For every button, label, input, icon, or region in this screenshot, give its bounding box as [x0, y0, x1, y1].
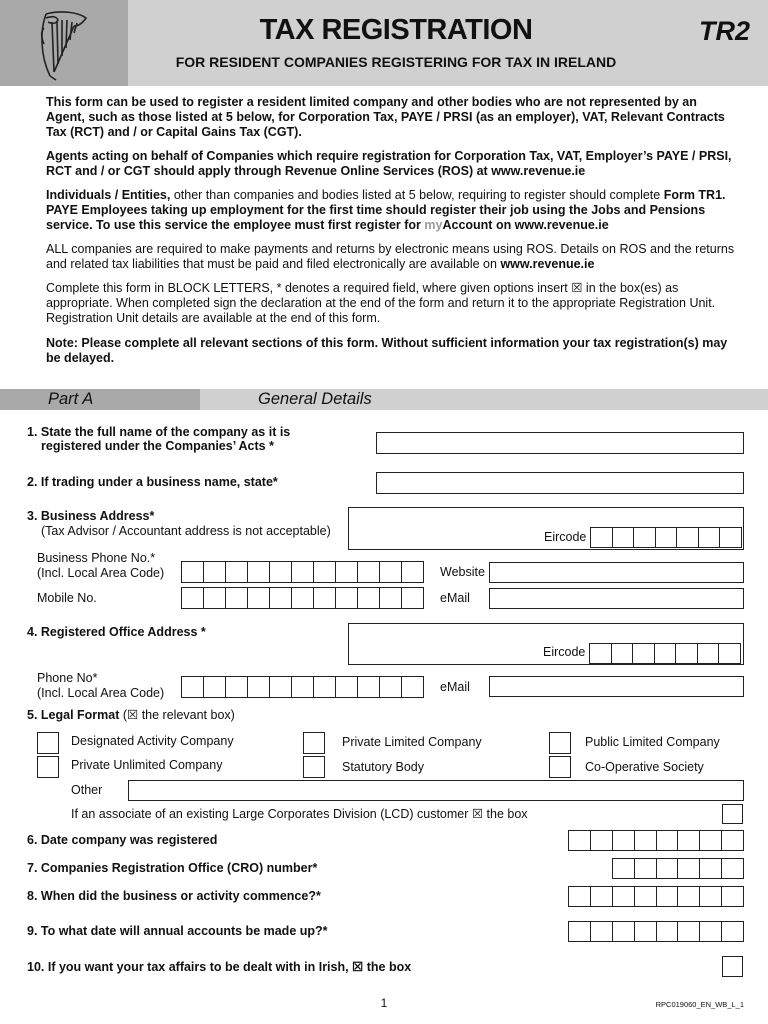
business-phone-label-line2: (Incl. Local Area Code): [37, 566, 165, 580]
business-email-input[interactable]: [489, 588, 744, 609]
q3-eircode-label: Eircode: [544, 530, 587, 544]
q5-label: [27, 708, 235, 723]
intro-p4-plain: ALL companies are required to make payments and returns by electronic means using ROS. Details on ROS and the returns and related tax liabilities that must be paid and filed electronically are available on: [46, 242, 735, 271]
q3-note: (Tax Advisor / Accountant address is not acceptable): [41, 524, 331, 538]
cro-number-input[interactable]: [612, 858, 744, 879]
q8-label: 8. When did the business or activity commence?*: [27, 889, 321, 903]
business-name-input[interactable]: [376, 472, 744, 494]
intro-p3-plain: other than companies and bodies listed at 5 below, requiring to register should complete: [170, 188, 664, 202]
intro-paragraph-2: Agents acting on behalf of Companies which require registration for Corporation Tax, VAT, Employer’s PAYE / PRSI, RCT and / or CGT should apply through Revenue Online Services (ROS) at www.revenue.ie: [46, 149, 732, 178]
intro-p3-bold3: . PAYE Employees taking up employment for the first time should register their job using the Jobs and Pensions service. To use this service the employee must first register for: [46, 188, 726, 232]
q7-label: 7. Companies Registration Office (CRO) number*: [27, 861, 318, 875]
intro-paragraph-4: [46, 242, 736, 272]
q4-eircode-label: Eircode: [543, 645, 586, 659]
option-designated-activity-company: Designated Activity Company: [71, 734, 234, 748]
q4-eircode-input[interactable]: [589, 643, 741, 664]
part-label: Part A: [48, 390, 94, 408]
website-label: Website: [440, 565, 485, 579]
form-subtitle: FOR RESIDENT COMPANIES REGISTERING FOR TAX IN IRELAND: [175, 54, 617, 70]
checkbox-co-operative-society[interactable]: [549, 756, 571, 778]
q10-label: 10. If you want your tax affairs to be dealt with in Irish, ☒ the box: [27, 960, 412, 974]
intro-p3-bold4: Account on www.revenue.ie: [442, 218, 609, 232]
other-label: Other: [71, 783, 103, 797]
part-title: General Details: [258, 390, 372, 408]
option-public-limited-company: Public Limited Company: [585, 735, 720, 749]
date-registered-input[interactable]: [568, 830, 744, 851]
q1-label: 1. State the full name of the company as it is: [27, 425, 291, 439]
website-input[interactable]: [489, 562, 744, 583]
intro-paragraph-3: [46, 188, 736, 233]
company-name-input[interactable]: [376, 432, 744, 454]
intro-p3-bold2: Form TR1: [663, 188, 723, 202]
checkbox-statutory-body[interactable]: [303, 756, 325, 778]
form-reference: RPC019060_EN_WB_L_1: [655, 1000, 744, 1009]
intro-p4-link: www.revenue.ie: [500, 257, 595, 271]
business-email-label: eMail: [440, 591, 470, 605]
phone-label: Phone No*: [37, 671, 98, 685]
business-phone-input[interactable]: [181, 561, 424, 583]
checkbox-lcd[interactable]: [722, 804, 743, 824]
checkbox-irish[interactable]: [722, 956, 743, 977]
q1-label-line2: registered under the Companies’ Acts *: [41, 439, 274, 453]
mobile-label: Mobile No.: [37, 591, 97, 605]
lcd-label: If an associate of an existing Large Corporates Division (LCD) customer ☒ the box: [71, 807, 528, 821]
q3-eircode-input[interactable]: [590, 527, 742, 548]
q5-title: 5. Legal Format: [27, 708, 120, 722]
other-input[interactable]: [128, 780, 744, 801]
phone-label-line2: (Incl. Local Area Code): [37, 686, 165, 700]
option-private-unlimited-company: Private Unlimited Company: [71, 758, 223, 772]
q4-label: 4. Registered Office Address *: [27, 625, 206, 639]
office-phone-input[interactable]: [181, 676, 424, 698]
q6-label: 6. Date company was registered: [27, 833, 218, 847]
q2-label: 2. If trading under a business name, state*: [27, 475, 278, 489]
checkbox-public-limited-company[interactable]: [549, 732, 571, 754]
checkbox-private-limited-company[interactable]: [303, 732, 325, 754]
checkbox-designated-activity-company[interactable]: [37, 732, 59, 754]
accounts-date-input[interactable]: [568, 921, 744, 942]
option-statutory-body: Statutory Body: [342, 760, 424, 774]
intro-p3-bold1: Individuals / Entities,: [46, 188, 171, 202]
intro-p3-grey: my: [424, 218, 443, 232]
q5-note: (☒ the relevant box): [119, 708, 235, 722]
mobile-input[interactable]: [181, 587, 424, 609]
page-number: 1: [380, 996, 388, 1010]
part-label-box: [0, 389, 200, 410]
business-phone-label: Business Phone No.*: [37, 551, 156, 565]
q9-label: 9. To what date will annual accounts be made up?*: [27, 924, 328, 938]
option-co-operative-society: Co-Operative Society: [585, 760, 704, 774]
form-code: TR2: [698, 16, 750, 46]
intro-note: Note: Please complete all relevant sections of this form. Without sufficient information your tax registration(s) may be delayed.: [46, 336, 728, 365]
checkbox-private-unlimited-company[interactable]: [37, 756, 59, 778]
office-email-label: eMail: [440, 680, 470, 694]
form-title: TAX REGISTRATION: [259, 14, 533, 46]
option-private-limited-company: Private Limited Company: [342, 735, 482, 749]
commence-date-input[interactable]: [568, 886, 744, 907]
office-email-input[interactable]: [489, 676, 744, 697]
intro-paragraph-5: Complete this form in BLOCK LETTERS, * denotes a required field, where given options insert ☒ in the box(es) as appropriate. When completed sign the declaration at the end of the form and return it to the appropriate Registration Unit. Registration Unit details are available at the end of this form.: [46, 281, 716, 325]
intro-paragraph-1: This form can be used to register a resident limited company and other bodies who are not represented by an Agent, such as those listed at 5 below, for Corporation Tax, PAYE / PRSI (as an employer), VAT, Relevant Contracts Tax (RCT) and / or Capital Gains Tax (CGT).: [46, 95, 725, 139]
q3-label: 3. Business Address*: [27, 509, 155, 523]
